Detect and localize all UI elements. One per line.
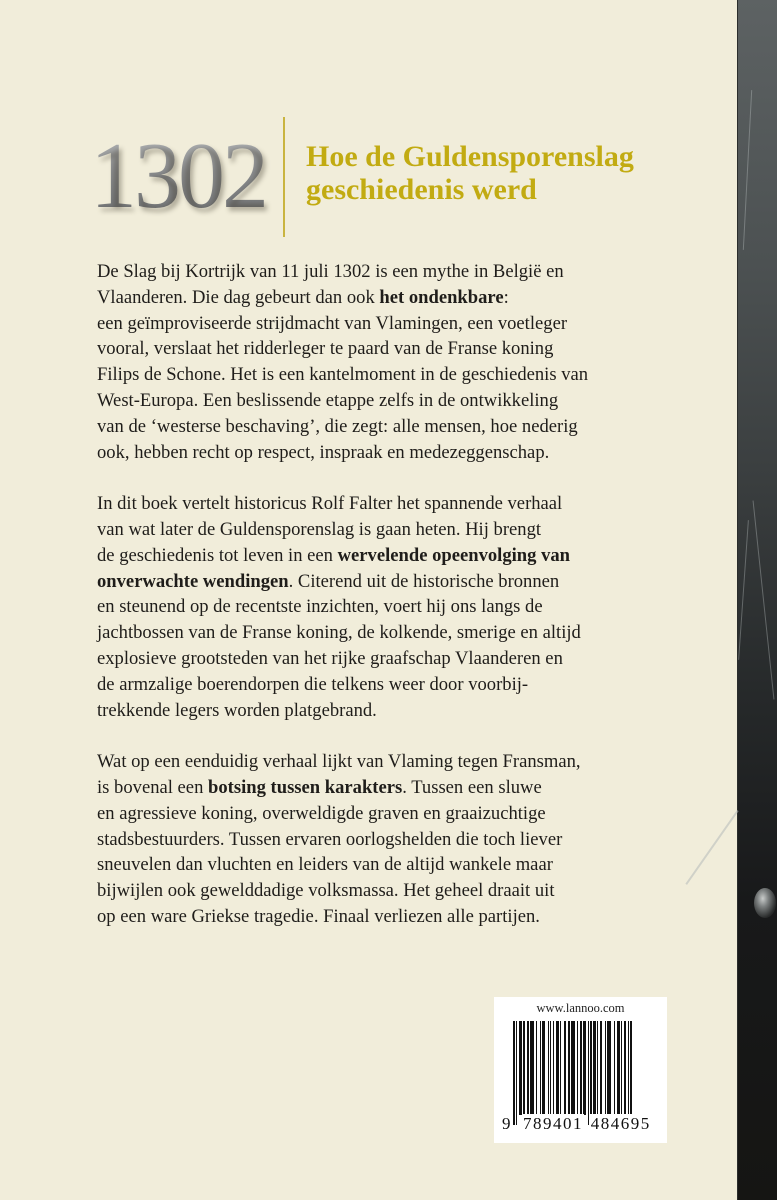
- emphasis-text: wervelende opeenvolging van: [337, 544, 571, 566]
- rivet-icon: [754, 888, 776, 918]
- emphasis-text: botsing tussen karakters: [208, 776, 403, 798]
- text-run: is bovenal een: [97, 776, 209, 798]
- text-line: [97, 878, 717, 904]
- book-title-year: 1302: [90, 124, 266, 228]
- text-run: trekkende legers worden platgebrand.: [97, 699, 377, 721]
- text-line: [97, 594, 717, 620]
- text-run: . Tussen een sluwe: [402, 776, 542, 798]
- text-line: [97, 543, 717, 569]
- text-run: een geïmproviseerde strijdmacht van Vlamingen, een voetleger: [97, 312, 568, 334]
- text-line: [97, 904, 717, 930]
- text-line: [97, 775, 717, 801]
- text-line: [97, 672, 717, 698]
- text-run: In dit boek vertelt historicus Rolf Falter het spannende verhaal: [97, 493, 563, 515]
- blurb-paragraph: [97, 491, 717, 723]
- text-line: [97, 414, 717, 440]
- isbn-prefix: 9: [502, 1114, 512, 1133]
- spine-edge-image: [737, 0, 777, 1200]
- emphasis-text: onverwachte wendingen: [97, 570, 289, 592]
- text-line: [97, 259, 717, 285]
- texture-scratch: [743, 90, 752, 250]
- text-run: West-Europa. Een beslissende etappe zelfs in de ontwikkeling: [97, 389, 559, 411]
- text-line: [97, 362, 717, 388]
- text-line: [97, 801, 717, 827]
- text-run: op een ware Griekse tragedie. Finaal verliezen alle partijen.: [97, 905, 540, 927]
- text-run: de geschiedenis tot leven in een: [97, 544, 338, 566]
- book-subtitle: [306, 140, 634, 206]
- text-line: [97, 388, 717, 414]
- text-line: [97, 517, 717, 543]
- text-line: [97, 749, 717, 775]
- text-run: de armzalige boerendorpen die telkens weer door voorbij-: [97, 673, 529, 695]
- text-line: [97, 646, 717, 672]
- text-line: [97, 852, 717, 878]
- text-run: . Citerend uit de historische bronnen: [288, 570, 560, 592]
- text-run: :: [503, 286, 509, 308]
- text-run: van wat later de Guldensporenslag is gaan heten. Hij brengt: [97, 518, 542, 540]
- text-line: [97, 311, 717, 337]
- text-line: [97, 827, 717, 853]
- text-line: [97, 440, 717, 466]
- isbn-right-group: 484695: [590, 1114, 651, 1133]
- text-run: jachtbossen van de Franse koning, de kolkende, smerige en altijd: [97, 622, 581, 644]
- text-run: en agressieve koning, overweldigde graven en graaizuchtige: [97, 802, 546, 824]
- text-line: [97, 336, 717, 362]
- text-run: Vlaanderen. Die dag gebeurt dan ook: [97, 286, 380, 308]
- text-run: Wat op een eenduidig verhaal lijkt van Vlaming tegen Fransman,: [97, 751, 581, 773]
- title-divider: [283, 117, 285, 237]
- text-run: De Slag bij Kortrijk van 11 juli 1302 is een mythe in België en: [97, 261, 564, 282]
- text-line: [97, 491, 717, 517]
- subtitle-line: Hoe de Guldensporenslag: [306, 140, 634, 173]
- title-block: [90, 115, 690, 240]
- text-run: sneuvelen dan vluchten en leiders van de altijd wankele maar: [97, 854, 553, 876]
- blurb-paragraph: [97, 749, 717, 930]
- blurb-paragraph: [97, 259, 717, 465]
- texture-scratch: [738, 520, 749, 660]
- text-line: [97, 569, 717, 595]
- isbn-number: [502, 1115, 662, 1133]
- text-run: Filips de Schone. Het is een kantelmoment in de geschiedenis van: [97, 364, 589, 386]
- text-run: van de ‘westerse beschaving’, die zegt: alle mensen, hoe nederig: [97, 415, 578, 437]
- text-run: ook, hebben recht op respect, inspraak en medezeggenschap.: [97, 441, 550, 463]
- barcode-box: [494, 997, 667, 1143]
- blurb-text: [97, 259, 717, 956]
- text-run: vooral, verslaat het ridderleger te paard van de Franse koning: [97, 338, 554, 360]
- text-line: [97, 285, 717, 311]
- text-line: [97, 698, 717, 724]
- emphasis-text: het ondenkbare: [379, 286, 504, 308]
- text-run: stadsbestuurders. Tussen ervaren oorlogshelden die toch liever: [97, 828, 563, 850]
- text-run: explosieve grootsteden van het rijke graafschap Vlaanderen en: [97, 647, 563, 669]
- subtitle-line: geschiedenis werd: [306, 173, 537, 206]
- texture-scratch: [753, 500, 775, 699]
- text-run: en steunend op de recentste inzichten, voert hij ons langs de: [97, 596, 543, 618]
- text-run: bijwijlen ook gewelddadige volksmassa. Het geheel draait uit: [97, 880, 555, 902]
- barcode-bar: [630, 1021, 632, 1125]
- barcode-bars: [513, 1021, 649, 1125]
- isbn-left-group: 789401: [523, 1114, 583, 1133]
- text-line: [97, 620, 717, 646]
- publisher-url: www.lannoo.com: [536, 1001, 625, 1015]
